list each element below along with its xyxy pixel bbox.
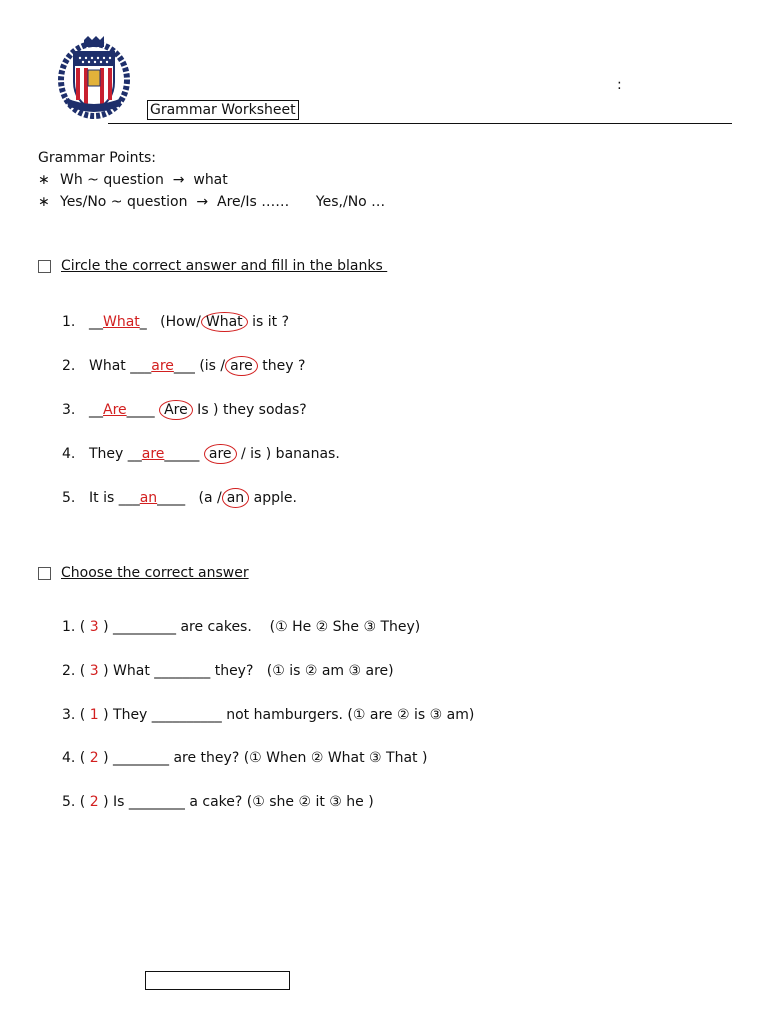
s2-item-4: 4. ( 2 ) ________ are they? (① When ② What ③ That ) [62,750,428,766]
s2-item-5: 5. ( 2 ) Is ________ a cake? (① she ② it ③ he ) [62,794,374,810]
s1-item-1: 1. __What_ (How/ What is it ? [62,314,290,330]
section1-heading: Circle the correct answer and fill in the blanks [38,258,387,274]
s1-item-3: 3. __Are____ Are Is ) they sodas? [62,402,307,418]
answer-blank: Are [103,402,127,418]
answer-blank: are [141,446,165,462]
answer-blank: What [103,314,140,330]
school-crest-logo [58,36,130,120]
circled-choice: an [222,488,249,508]
circled-choice: are [225,356,258,376]
section2-heading: Choose the correct answer [38,565,249,581]
s2-item-1: 1. ( 3 ) _________ are cakes. (① He ② She ③ They) [62,619,421,635]
answer-number: 3 [89,619,99,635]
footer-box [145,971,290,990]
s1-item-2: 2. What ___are___ (is / are they ? [62,358,306,374]
answer-blank: an [139,490,158,506]
s2-item-3: 3. ( 1 ) They __________ not hamburgers. (① are ② is ③ am) [62,707,475,723]
grammar-point-item: ∗ Yes/No ~ question → Are/Is …… Yes,/No … [38,191,385,213]
circled-choice: are [204,444,237,464]
circled-choice: Are [159,400,193,420]
worksheet-title: Grammar Worksheet [147,100,299,120]
answer-number: 2 [89,794,99,810]
checkbox-icon[interactable] [38,567,51,580]
grammar-point-item: ∗ Wh ~ question → what [38,169,385,191]
asterisk-icon: ∗ [38,172,50,188]
checkbox-icon[interactable] [38,260,51,273]
answer-number: 3 [89,663,99,679]
grammar-points [38,147,385,213]
s2-item-2: 2. ( 3 ) What ________ they? (① is ② am ③ are) [62,663,394,679]
answer-blank: are [151,358,174,374]
asterisk-icon: ∗ [38,194,50,210]
circled-choice: What [201,312,248,332]
header-colon: : [617,77,622,93]
s1-item-5: 5. It is ___an____ (a / an apple. [62,490,297,506]
s1-item-4: 4. They __are_____ are / is ) bananas. [62,446,340,462]
grammar-points-heading: Grammar Points: [38,150,157,166]
header-divider [108,123,732,124]
answer-number: 2 [89,750,99,766]
answer-number: 1 [89,707,99,723]
